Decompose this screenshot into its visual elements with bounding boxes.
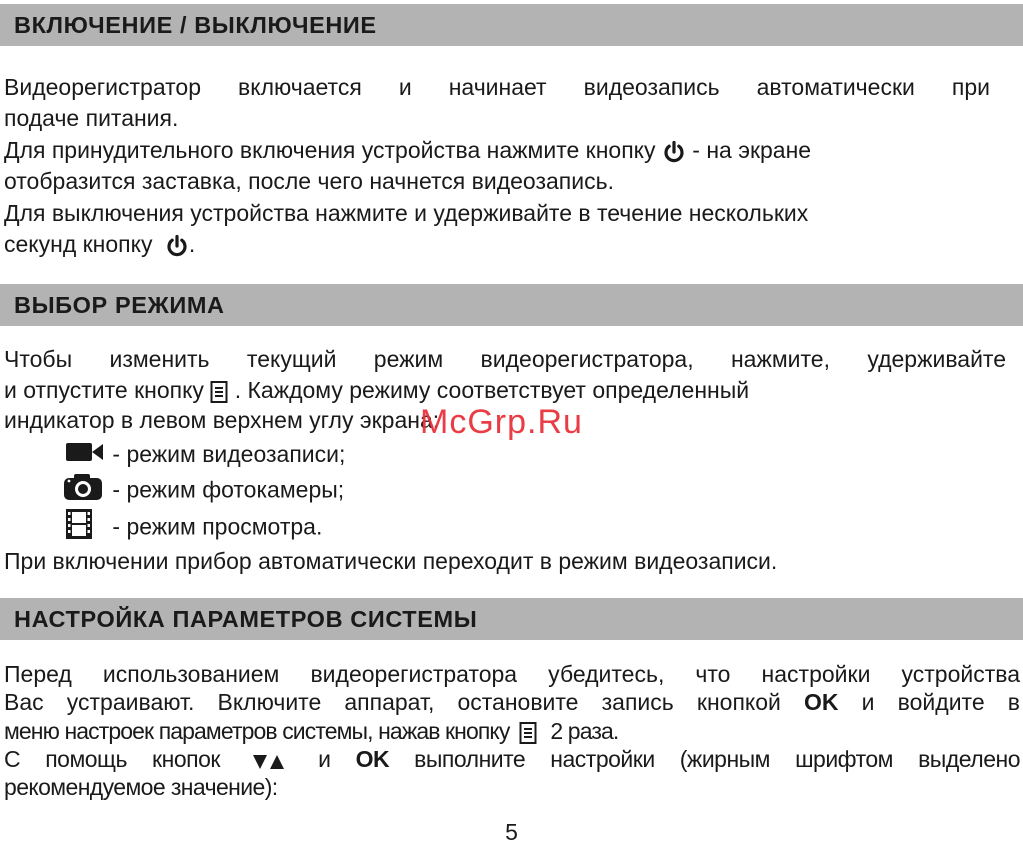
section-heading-power: ВКЛЮЧЕНИЕ / ВЫКЛЮЧЕНИЕ (0, 4, 1023, 46)
power-paragraph-line-3 (4, 135, 811, 165)
power-paragraph-line-5: Для выключения устройства нажмите и удерживайте в течение нескольких (4, 200, 809, 226)
video-camera-icon (60, 439, 106, 473)
mode-paragraph-line-2 (4, 375, 749, 405)
mode-item-playback (60, 507, 322, 550)
mode-item-playback-label: - режим просмотра. (106, 513, 323, 540)
power-button-icon (165, 234, 189, 258)
section-heading-mode: ВЫБОР РЕЖИМА (0, 284, 1023, 326)
settings-paragraph-line-5: рекомендуемое значение): (4, 774, 278, 800)
menu-button-icon (519, 721, 537, 745)
power-paragraph-line-4: отобразится заставка, после чего начнется видеозапись. (4, 168, 614, 194)
menu-button-icon (210, 380, 228, 404)
power-line-6-text-b: . (188, 231, 196, 257)
power-paragraph-line-2: подаче питания. (4, 105, 179, 131)
mode-item-photo (60, 472, 344, 511)
mode-footer-text: При включении прибор автоматически переходит в режим видеозаписи. (4, 548, 778, 574)
settings-line-2-text-a: Вас устраивают. Включите аппарат, остановите запись кнопкой (4, 689, 805, 715)
mode-line-2-text-b: . Каждому режиму соответствует определенный (228, 377, 750, 403)
settings-paragraph-line-2 (4, 687, 1020, 717)
settings-line-2-text-b: и войдите в (838, 689, 1020, 715)
settings-line-4-text-b: выполните настройки (жирным шрифтом выделено (389, 746, 1020, 772)
settings-paragraph-line-3 (4, 716, 618, 746)
mode-item-video-label: - режим видеозаписи; (106, 441, 346, 467)
settings-paragraph-line-1: Перед использованием видеорегистратора убедитесь, что настройки устройства (4, 661, 1020, 687)
settings-line-4-text-a: С помощь кнопок (4, 746, 246, 772)
page-number: 5 (505, 819, 518, 845)
section-heading-settings: НАСТРОЙКА ПАРАМЕТРОВ СИСТЕМЫ (0, 598, 1023, 640)
power-paragraph-line-6 (4, 229, 195, 259)
settings-paragraph-line-4 (4, 744, 1020, 774)
film-icon (60, 507, 106, 550)
ok-button-label: OK (355, 746, 390, 772)
ok-button-label: OK (804, 689, 839, 715)
mode-item-video (60, 437, 345, 473)
settings-line-3-text-a: меню настроек параметров системы, нажав кнопку (4, 718, 515, 744)
mode-paragraph-line-1: Чтобы изменить текущий режим видеорегистратора, нажмите, удерживайте (4, 346, 1006, 372)
power-line-3-text-a: Для принудительного включения устройства нажмите кнопку (4, 137, 662, 163)
settings-line-4-text-mid: и (293, 746, 356, 772)
watermark-text: McGrp.Ru (420, 403, 583, 441)
photo-camera-icon (60, 472, 106, 511)
mode-paragraph-line-3: индикатор в левом верхнем углу экрана: (4, 407, 440, 433)
down-up-arrows-icon (249, 750, 289, 772)
mode-item-photo-label: - режим фотокамеры; (106, 476, 345, 503)
power-button-icon (662, 140, 686, 164)
power-paragraph-line-1: Видеорегистратор включается и начинает видеозапись автоматически при (4, 74, 990, 100)
power-line-6-text-a: секунд кнопку (4, 231, 159, 257)
mode-line-2-text-a: и отпустите кнопку (4, 377, 211, 403)
settings-line-3-text-b: 2 раза. (544, 718, 619, 744)
power-line-3-text-b: - на экране (685, 137, 812, 163)
